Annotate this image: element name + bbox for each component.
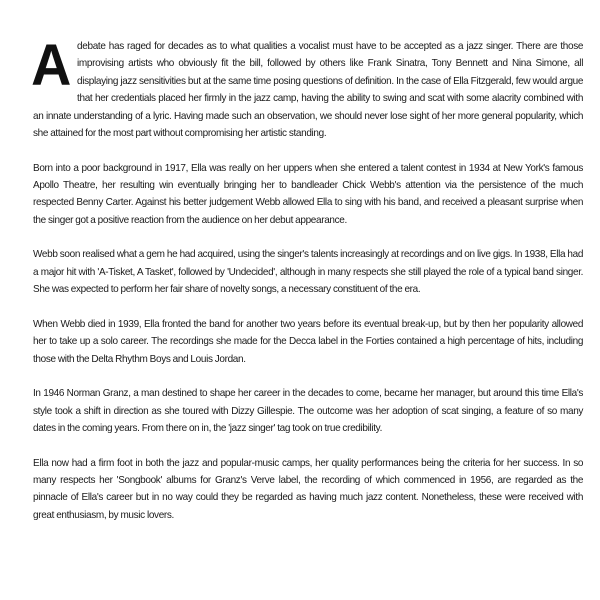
paragraph-4: When Webb died in 1939, Ella fronted the band for another two years before its eventual break-up, but by then her popularity allowed her to take up a solo career. The recordings she made for the Decca label in the Forties contained a high percentage of hits, including those with the Delta Rhythm Boys and Louis Jordan. xyxy=(33,318,584,365)
paragraph-3: Webb soon realised what a gem he had acquired, using the singer's talents increasingly at recordings and on live gigs. In 1938, Ella had a major hit with 'A-Tisket, A Tasket', followed by 'Undecided', although in many respects she still played the role of a typical band singer. She was expected to perform her fair share of novelty songs, a necessary constituent of the era. xyxy=(33,249,584,296)
paragraph-1-text: debate has raged for decades as to what qualities a vocalist must have to be accepted as a jazz singer. There are those improvising artists who obviously fit the bill, followed by others like Frank Sinatra, Tony Bennett and Nina Simone, all displaying jazz sensitivities but at the same time posing questions of definition. In the case of Ella Fitzgerald, few would argue that her credentials placed her firmly in the jazz camp, having the ability to swing and scat with some alacrity combined with an innate understanding of a lyric. Having made such an observation, we should never lose sight of her more general popularity, which she attained for the most part without compromising her artistic standing. xyxy=(33,41,584,140)
paragraph-5: In 1946 Norman Granz, a man destined to shape her career in the decades to come, became her manager, but around this time Ella's style took a shift in direction as she toured with Dizzy Gillespie. The outcome was her adoption of scat singing, a feature of so many dates in the coming years. From there on in, the 'jazz singer' tag took on true credibility. xyxy=(33,388,584,435)
drop-cap: A xyxy=(31,33,72,98)
paragraph-6: Ella now had a firm foot in both the jazz and popular-music camps, her quality performances being the criteria for her success. In so many respects her 'Songbook' albums for Granz's Verve label, the recording of which commenced in 1956, are regarded as the pinnacle of Ella's career but in no way could they be regarded as having much jazz content. Nonetheless, these were received with great enthusiasm, by music lovers. xyxy=(33,457,584,521)
paragraph-2: Born into a poor background in 1917, Ella was really on her uppers when she entered a talent contest in 1934 at New York's famous Apollo Theatre, her resulting win eventually bringing her to bandleader Chick Webb's attention via the persistence of the much respected Benny Carter. Against his better judgement Webb allowed Ella to sing with his band, and received a pleasant surprise when the singer got a positive reaction from the audience on her debut appearance. xyxy=(33,162,584,226)
paragraph-1 xyxy=(31,33,584,142)
article-body xyxy=(31,33,584,541)
